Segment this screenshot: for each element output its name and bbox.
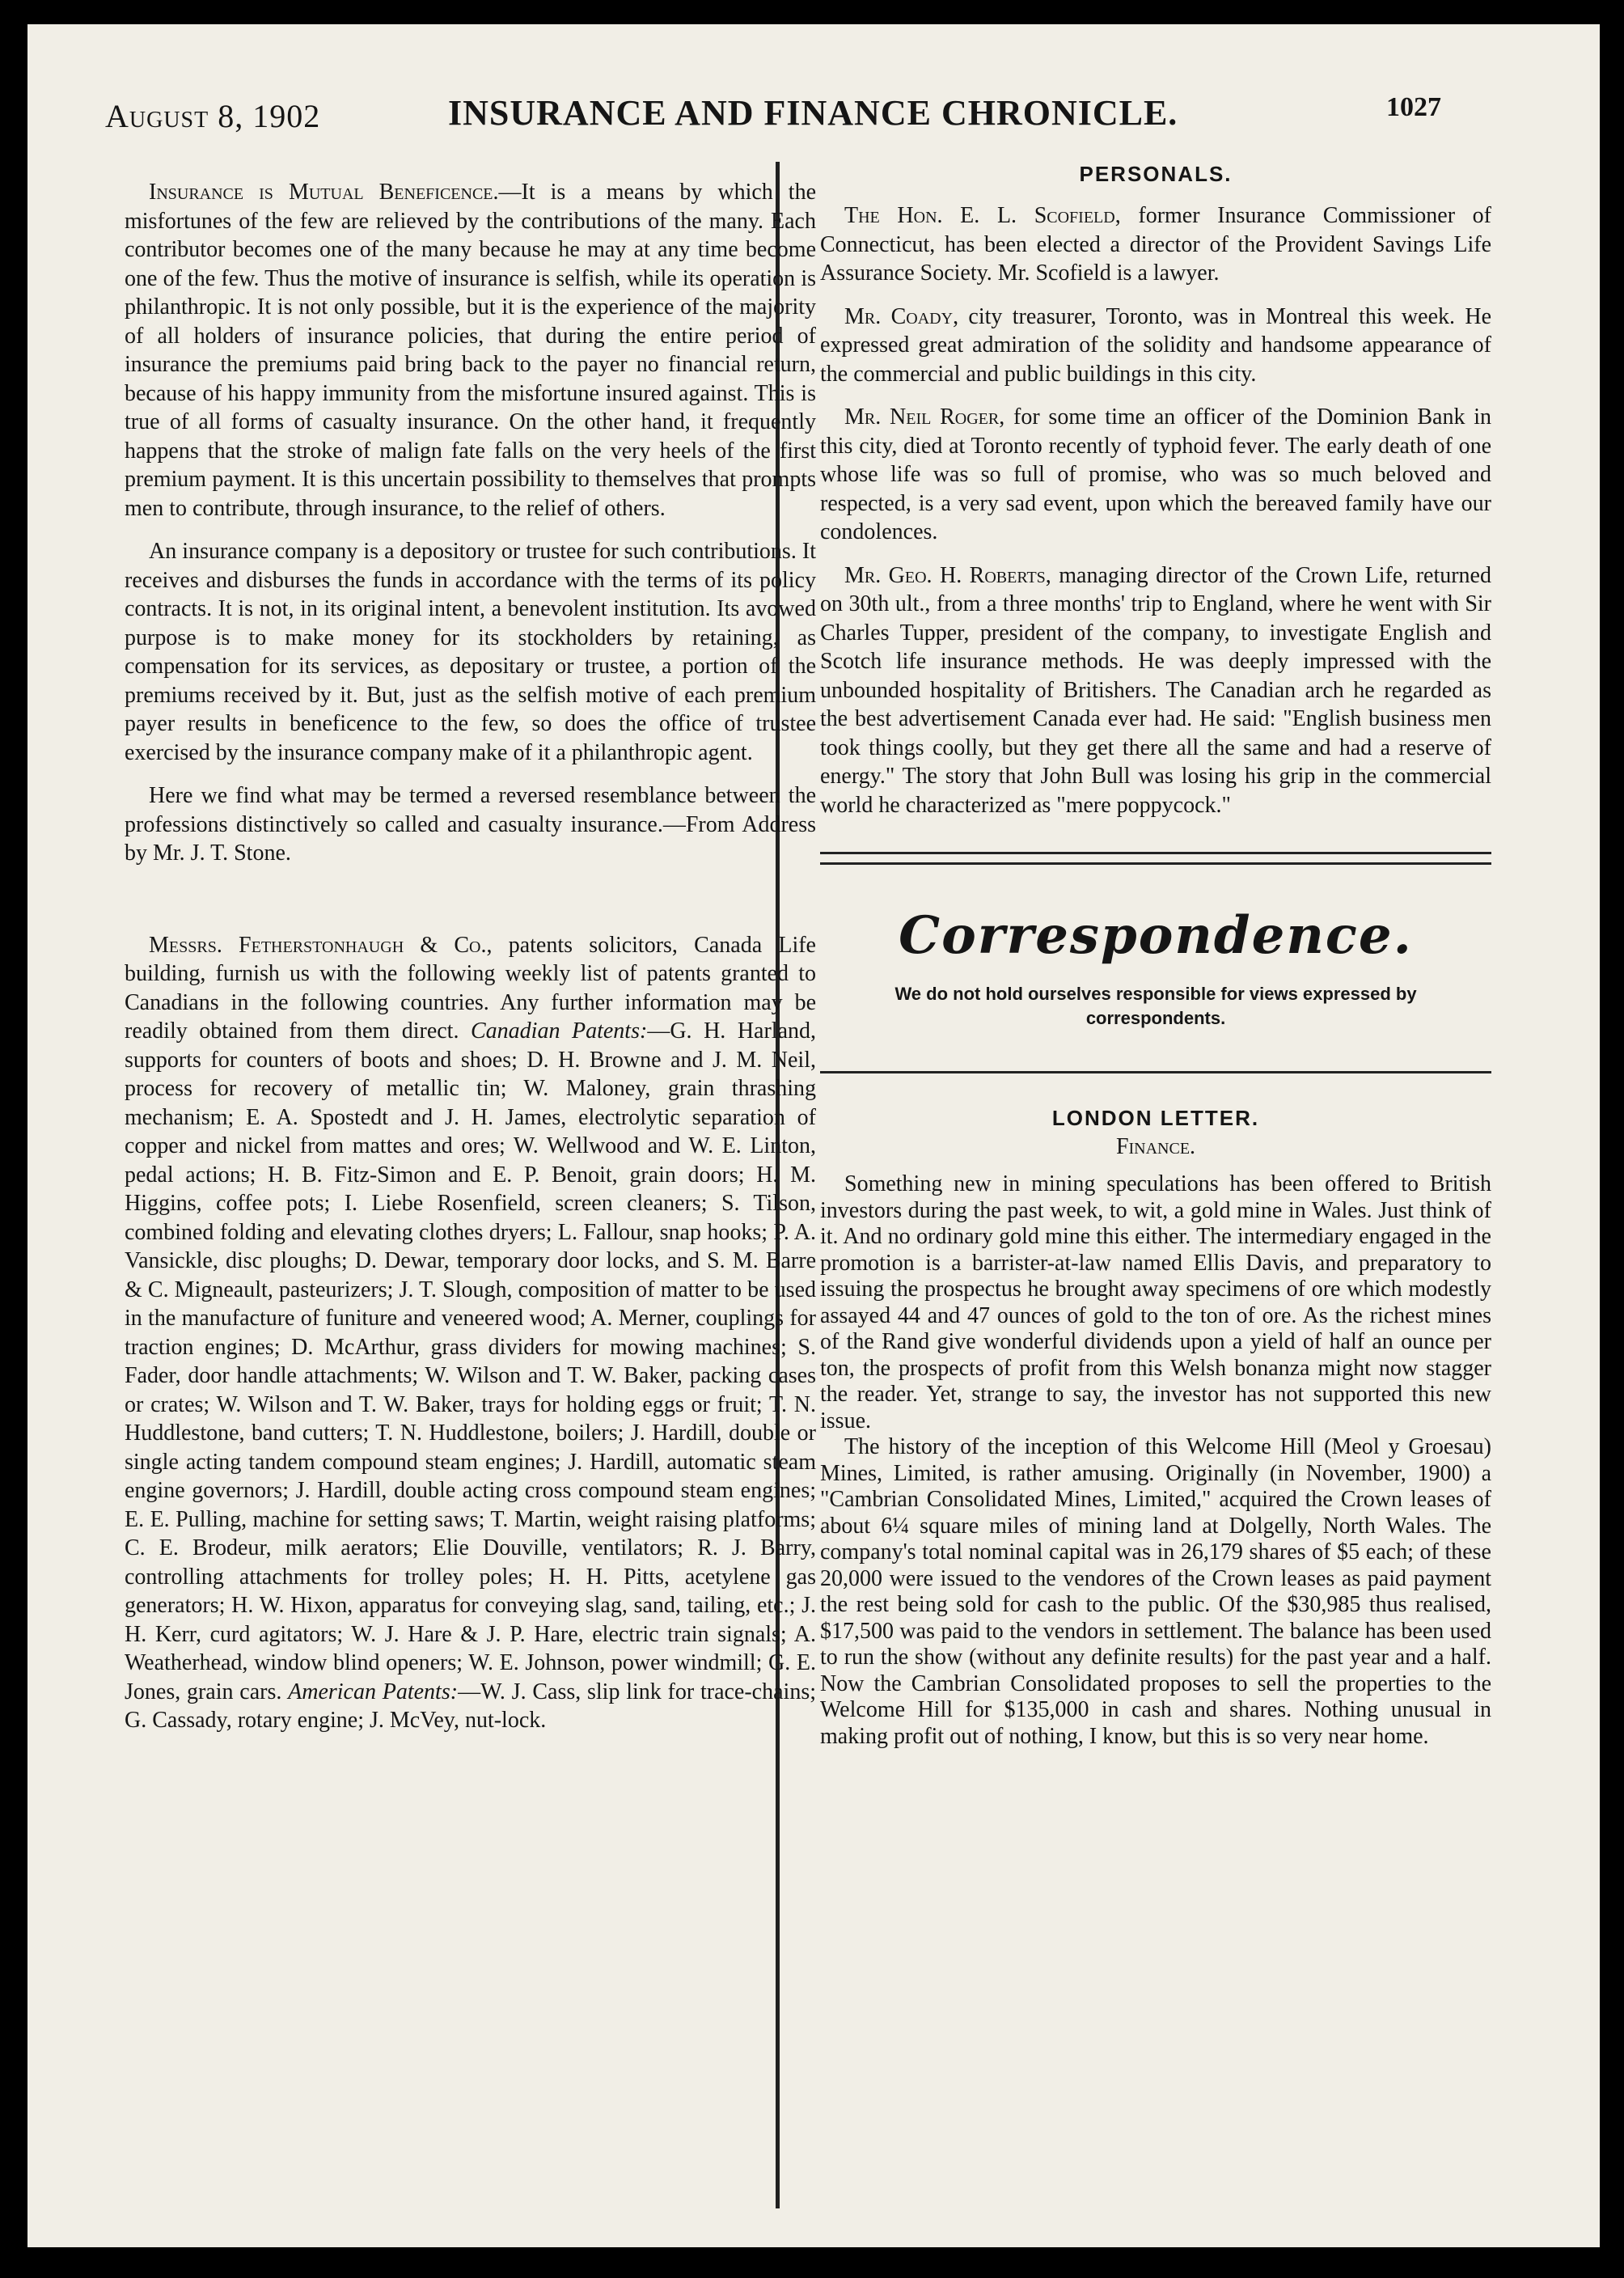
london-paragraph-1: Something new in mining speculations has been offered to British investors during the past week, to wit, a gold mine in Wales. Just think of it. And no ordinary gold mine this either. The intermediary engaged in the promotion is a barrister-at-law named Ellis Davis, and preparatory to issuing the prospectus he brought away specimens of ore which modestly assayed 44 and 47 ounces of gold to the ton of ore. As the richest mines of the Rand give wonderful dividends upon a yield of half an ounce per ton, the prospects of profit from this Welsh bonanza might now stagger the reader. Yet, strange to say, the investor has not supported this new issue. bbox=[820, 1171, 1491, 1433]
section-rule bbox=[820, 1071, 1491, 1073]
roberts-text: , managing director of the Crown Life, returned on 30th ult., from a three months' trip to England, where he went with Sir Charles Tupper, president of the company, to investigate English and Scotch life insurance methods. He was deeply impressed with the unbounded hospitality of Britishers. The Canadian arch he regarded as the best advertisement Canada ever had. He said: "English business men took things coolly, but they get there all the same and had a reserve of energy." The story that John Bull was losing his grip in the commercial world he characterized as "mere poppycock." bbox=[820, 562, 1491, 818]
insurance-text-1: —It is a means by which the misfortunes of the few are relieved by the contributions of the many. Each contributor becomes one of the many because he may at any time become one of the few. Thus the motive of insurance is selfish, while its operation is philanthropic. It is not only possible, but it is the experience of the majority of all holders of insurance policies, that during the entire period of insurance the premiums paid bring back to the payer no financial return, because of his happy immunity from the misfortune insured against. This is true of all forms of casualty insurance. On the other hand, it frequently happens that the stroke of malign fate falls on the very heels of the first premium payment. It is this uncertain possibility to themselves that prompts men to contribute, through insurance, to the relief of others. bbox=[125, 180, 817, 521]
insurance-paragraph-1 bbox=[125, 178, 816, 523]
correspondence-note: We do not hold ourselves responsible for views expressed by correspondents. bbox=[894, 984, 1417, 1028]
personal-roger bbox=[820, 403, 1491, 547]
left-column bbox=[125, 178, 816, 1735]
london-letter-heading: LONDON LETTER. bbox=[1051, 1106, 1260, 1130]
american-patents-list: —W. J. Cass, slip link for trace-chains; G. Cassady, rotary engine; J. McVey, nut-lock. bbox=[125, 1679, 816, 1733]
roberts-name: Mr. Geo. H. Roberts bbox=[844, 562, 1046, 588]
right-column bbox=[820, 162, 1491, 1750]
roger-name: Mr. Neil Roger bbox=[844, 404, 1000, 430]
patents-paragraph bbox=[125, 931, 816, 1735]
scofield-text: , former Insurance Commissioner of Connecticut, has been elected a director of the Provident Savings Life Assurance Society. Mr. Scofield is a lawyer. bbox=[820, 203, 1492, 286]
coady-name: Mr. Coady bbox=[844, 303, 954, 329]
canadian-patents-label: Canadian Patents: bbox=[471, 1018, 648, 1044]
roger-text: , for some time an officer of the Dominion Bank in this city, died at Toronto recently of typhoid fever. The early death of one whose life was so full of promise, who was so much beloved and respected, is a very sad event, upon which the bereaved family have our condolences. bbox=[820, 404, 1492, 544]
personal-coady bbox=[820, 303, 1491, 389]
finance-subheading: Finance. bbox=[1115, 1134, 1196, 1159]
publication-title: INSURANCE AND FINANCE CHRONICLE. bbox=[448, 93, 1178, 133]
insurance-paragraph-2: An insurance company is a depository or trustee for such contributions. It receives and disburses the funds in accordance with the terms of its policy contracts. It is not, in its original intent, a benevolent institution. Its avowed purpose is to make money for its stockholders by retaining, as compensation for its services, as depositary or trustee, a portion of the premiums received by it. But, just as the selfish motive of each premium payer results in beneficence to the few, so does the office of trustee exercised by the insurance company make of it a philanthropic agent. bbox=[125, 539, 816, 765]
double-rule bbox=[820, 852, 1491, 865]
london-paragraph-2: The history of the inception of this Welcome Hill (Meol y Groesau) Mines, Limited, is rather amusing. Originally (in November, 1900) a "Cambrian Consolidated Mines, Limited," acquired the Crown leases of about 6¼ square miles of mining land at Dolgelly, North Wales. The company's total nominal capital was in 26,179 shares of $5 each; of these 20,000 were issued to the vendores of the Crown leases as paid payment the rest being sold for cash to the public. Of the $30,985 thus realised, $17,500 was paid to the vendors in settlement. The balance has been used to run the show (without any definite results) for the past year and a half. Now the Cambrian Consolidated proposes to sell the properties to the Welcome Hill for $135,000 in cash and shares. Nothing unusual in making profit out of nothing, I know, but this is so very near home. bbox=[820, 1434, 1491, 1749]
correspondence-title: Correspondence. bbox=[899, 905, 1413, 966]
scofield-name: The Hon. E. L. Scofield bbox=[844, 203, 1115, 228]
patents-firm-name: Messrs. Fetherstonhaugh & Co. bbox=[149, 932, 487, 958]
canadian-patents-list: —G. H. Harland, supports for counters of boots and shoes; D. H. Browne and J. M. Neil, process for recovery of metallic tin; W. Maloney, grain thrashing mechanism; E. A. Spostedt and J. H. James, electrolytic separation of copper and nickel from mattes and ores; W. Wellwood and W. E. Linton, pedal actions; H. B. Fitz-Simon and E. P. Benoit, grain doors; H. M. Higgins, coffee pots; I. Liebe Rosenfield, screen cleaners; S. Tilson, combined folding and elevating clothes dryers; L. Fallour, snap hooks; P. A. Vansickle, disc ploughs; D. Dewar, temporary door locks, and S. M. Barre & C. Migneault, pasteurizers; J. T. Slough, composition of matter to be used in the manufacture of funiture and veneered wood; A. Merner, couplings for traction engines; D. McArthur, grass dividers for mowing machines; S. Fader, door handle attachments; W. Wilson and T. W. Baker, packing cases or crates; W. Wilson and T. W. Baker, trays for holding eggs or fruit; T. N. Huddlestone, band cutters; T. N. Huddlestone, boilers; J. Hardill, double or single acting tandem compound steam engines; J. Hardill, automatic steam engine governors; J. Hardill, double acting cross compound steam engines; E. E. Pulling, machine for setting saws; T. Martin, weight raising platforms; C. E. Brodeur, milk aerators; Elie Douville, ventilators; R. J. Barry, controlling attachments for trolley poles; H. H. Pitts, acetylene gas generators; H. W. Hixon, apparatus for conveying slag, sand, tailing, etc.; J. H. Kerr, curd agitators; W. J. Hare & J. P. Hare, electric train signals; A. Weatherhead, window blind openers; W. E. Johnson, power windmill; G. E. Jones, grain cars. bbox=[125, 1018, 817, 1704]
coady-text: , city treasurer, Toronto, was in Montreal this week. He expressed great admiration of the solidity and handsome appearance of the commercial and public buildings in this city. bbox=[820, 303, 1492, 387]
issue-date: August 8, 1902 bbox=[105, 98, 321, 134]
personal-roberts bbox=[820, 561, 1491, 820]
patents-intro: , patents solicitors, Canada Life building, furnish us with the following weekly list of patents granted to Canadians in the following countries. Any further information may be readily obtained from them direct. bbox=[125, 932, 816, 1044]
insurance-paragraph-3: Here we find what may be termed a reversed resemblance between the professions distinctively so called and casualty insurance.—From Address by Mr. J. T. Stone. bbox=[125, 783, 816, 866]
newspaper-page bbox=[27, 24, 1600, 2247]
personal-scofield bbox=[820, 201, 1491, 288]
personals-heading: PERSONALS. bbox=[1079, 162, 1233, 186]
page-number: 1027 bbox=[1386, 92, 1441, 122]
insurance-heading: Insurance is Mutual Beneficence. bbox=[149, 180, 499, 205]
american-patents-label: American Patents: bbox=[288, 1679, 459, 1704]
